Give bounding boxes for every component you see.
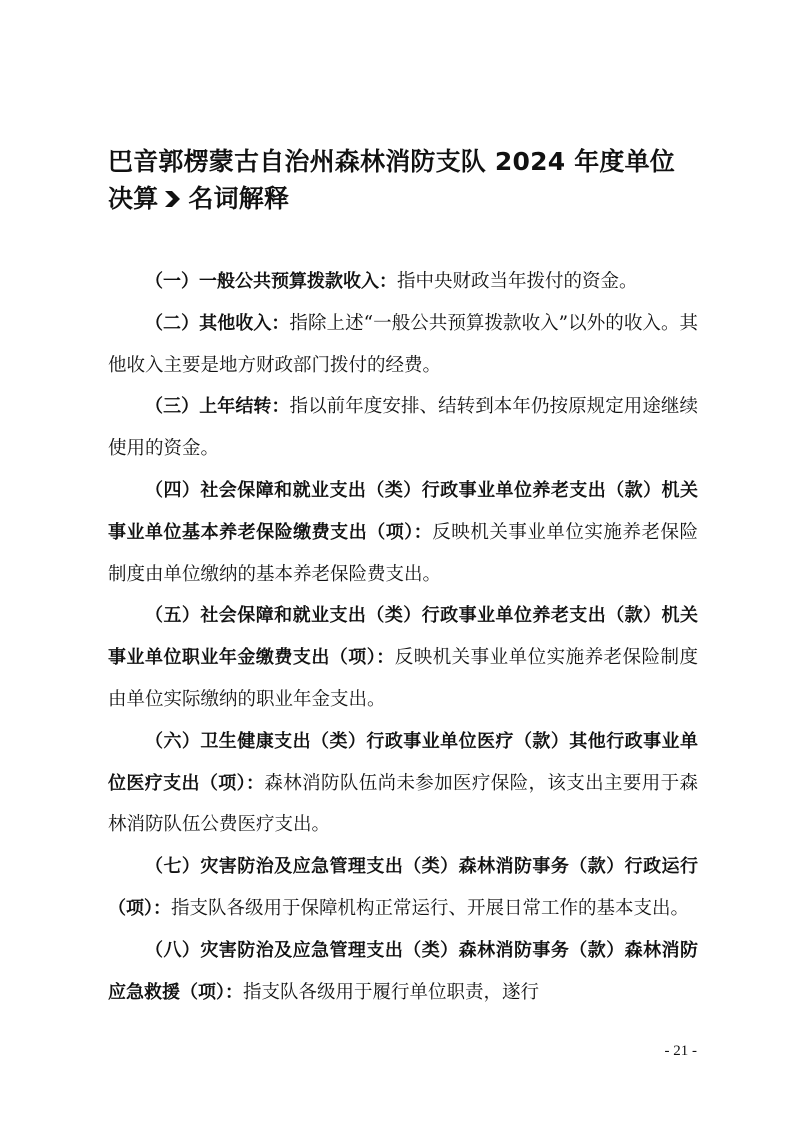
definition-item [108, 846, 698, 930]
definition-item [108, 470, 698, 595]
right-chevron-icon [162, 189, 182, 209]
title-suffix: 名词解释 [188, 184, 290, 213]
definition-term: （七）灾害防治及应急管理支出（类）森林消防事务（款）行政运行（项）： [108, 856, 698, 919]
definition-item [108, 261, 698, 303]
page-number: - 21 - [664, 1043, 697, 1059]
definition-term: （四）社会保障和就业支出（类）行政事业单位养老支出（款）机关事业单位基本养老保险缴费支出（项）： [108, 479, 698, 543]
definition-item [108, 595, 698, 720]
definition-text: 反映机关事业单位实施养老保险制度由单位实际缴纳的职业年金支出。 [108, 647, 698, 710]
definition-text: 森林消防队伍尚未参加医疗保险，该支出主要用于森林消防队伍公费医疗支出。 [108, 772, 698, 836]
definition-term: （三）上年结转： [145, 396, 290, 418]
definition-text: 反映机关事业单位实施养老保险制度由单位缴纳的基本养老保险费支出。 [108, 521, 698, 585]
definition-term: （八）灾害防治及应急管理支出（类）森林消防事务（款）森林消防应急救援（项）： [108, 939, 698, 1003]
definition-text: 指以前年度安排、结转到本年仍按原规定用途继续使用的资金。 [108, 396, 698, 460]
title-prefix: 决算 [108, 184, 159, 213]
definition-item [108, 303, 698, 387]
title-line-1: 巴音郭楞蒙古自治州森林消防支队 2024 年度单位 [108, 147, 675, 176]
page-title [108, 143, 708, 217]
definition-text: 指除上述“一般公共预算拨款收入”以外的收入。其他收入主要是地方财政部门拨付的经费。 [108, 312, 698, 376]
title-line-2 [108, 180, 708, 217]
definition-term: （一）一般公共预算拨款收入： [145, 271, 397, 292]
definition-item [108, 721, 698, 846]
definition-term: （五）社会保障和就业支出（类）行政事业单位养老支出（款）机关事业单位职业年金缴费支出（项）： [108, 605, 698, 669]
definition-text: 指中央财政当年拨付的资金。 [397, 271, 638, 292]
definition-item [108, 930, 698, 1014]
definition-term: （二）其他收入： [145, 312, 290, 334]
definition-item [108, 386, 698, 470]
definition-term: （六）卫生健康支出（类）行政事业单位医疗（款）其他行政事业单位医疗支出（项）： [108, 730, 698, 794]
definition-text: 指支队各级用于履行单位职责，遂行 [243, 981, 540, 1003]
definitions-list [108, 261, 698, 1013]
definition-text: 指支队各级用于保障机构正常运行、开展日常工作的基本支出。 [171, 897, 690, 919]
